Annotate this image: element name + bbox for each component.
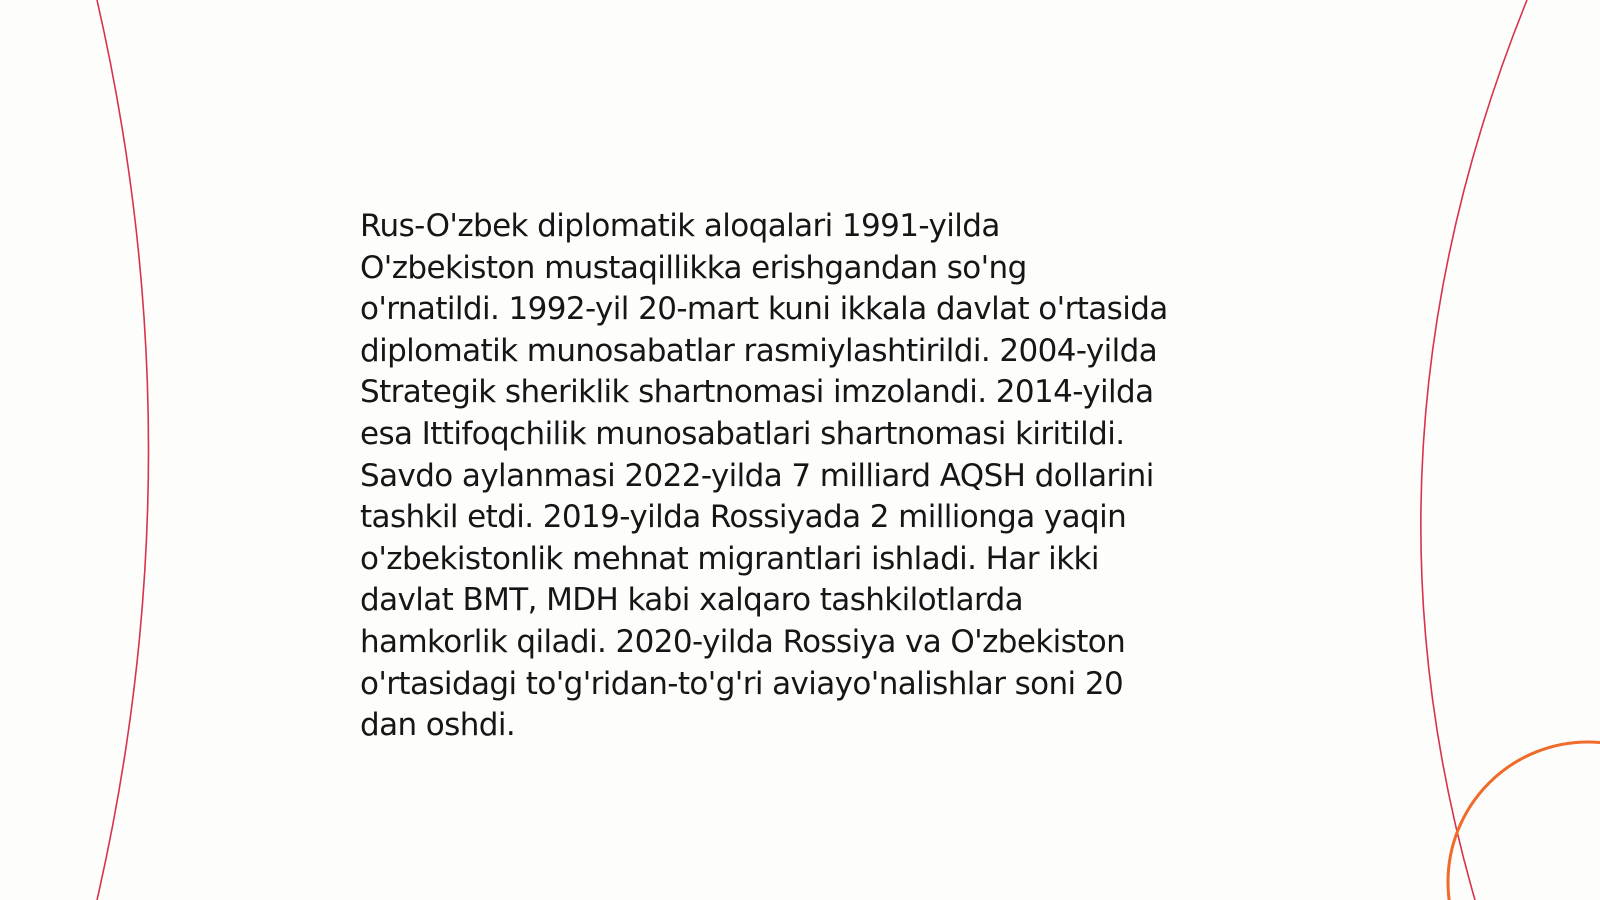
paragraph-line: o'zbekistonlik mehnat migrantlari ishladi. Har ikki <box>360 540 1099 577</box>
paragraph-line: Strategik sheriklik shartnomasi imzolandi. 2014-yilda <box>360 374 1154 411</box>
left-decorative-curve <box>97 0 149 900</box>
paragraph-line: O'zbekiston mustaqillikka erishgandan so'ng <box>360 249 1027 286</box>
slide-body-paragraph <box>360 206 1240 747</box>
paragraph-line: hamkorlik qiladi. 2020-yilda Rossiya va O'zbekiston <box>360 623 1126 660</box>
paragraph-line: tashkil etdi. 2019-yilda Rossiyada 2 millionga yaqin <box>360 499 1127 536</box>
paragraph-line: dan oshdi. <box>360 707 516 744</box>
paragraph-line: davlat BMT, MDH kabi xalqaro tashkilotlarda <box>360 582 1024 619</box>
paragraph-line: Rus-O'zbek diplomatik aloqalari 1991-yilda <box>360 208 1000 244</box>
paragraph-line: o'rnatildi. 1992-yil 20-mart kuni ikkala davlat o'rtasida <box>360 291 1168 328</box>
paragraph-line: Savdo aylanmasi 2022-yilda 7 milliard AQSH dollarini <box>360 457 1154 494</box>
paragraph-line: esa Ittifoqchilik munosabatlari shartnomasi kiritildi. <box>360 415 1125 452</box>
orange-decorative-circle <box>1448 742 1600 900</box>
paragraph-line: o'rtasidagi to'g'ridan-to'g'ri aviayo'nalishlar soni 20 <box>360 665 1124 702</box>
paragraph-line: diplomatik munosabatlar rasmiylashtirildi. 2004-yilda <box>360 332 1158 369</box>
